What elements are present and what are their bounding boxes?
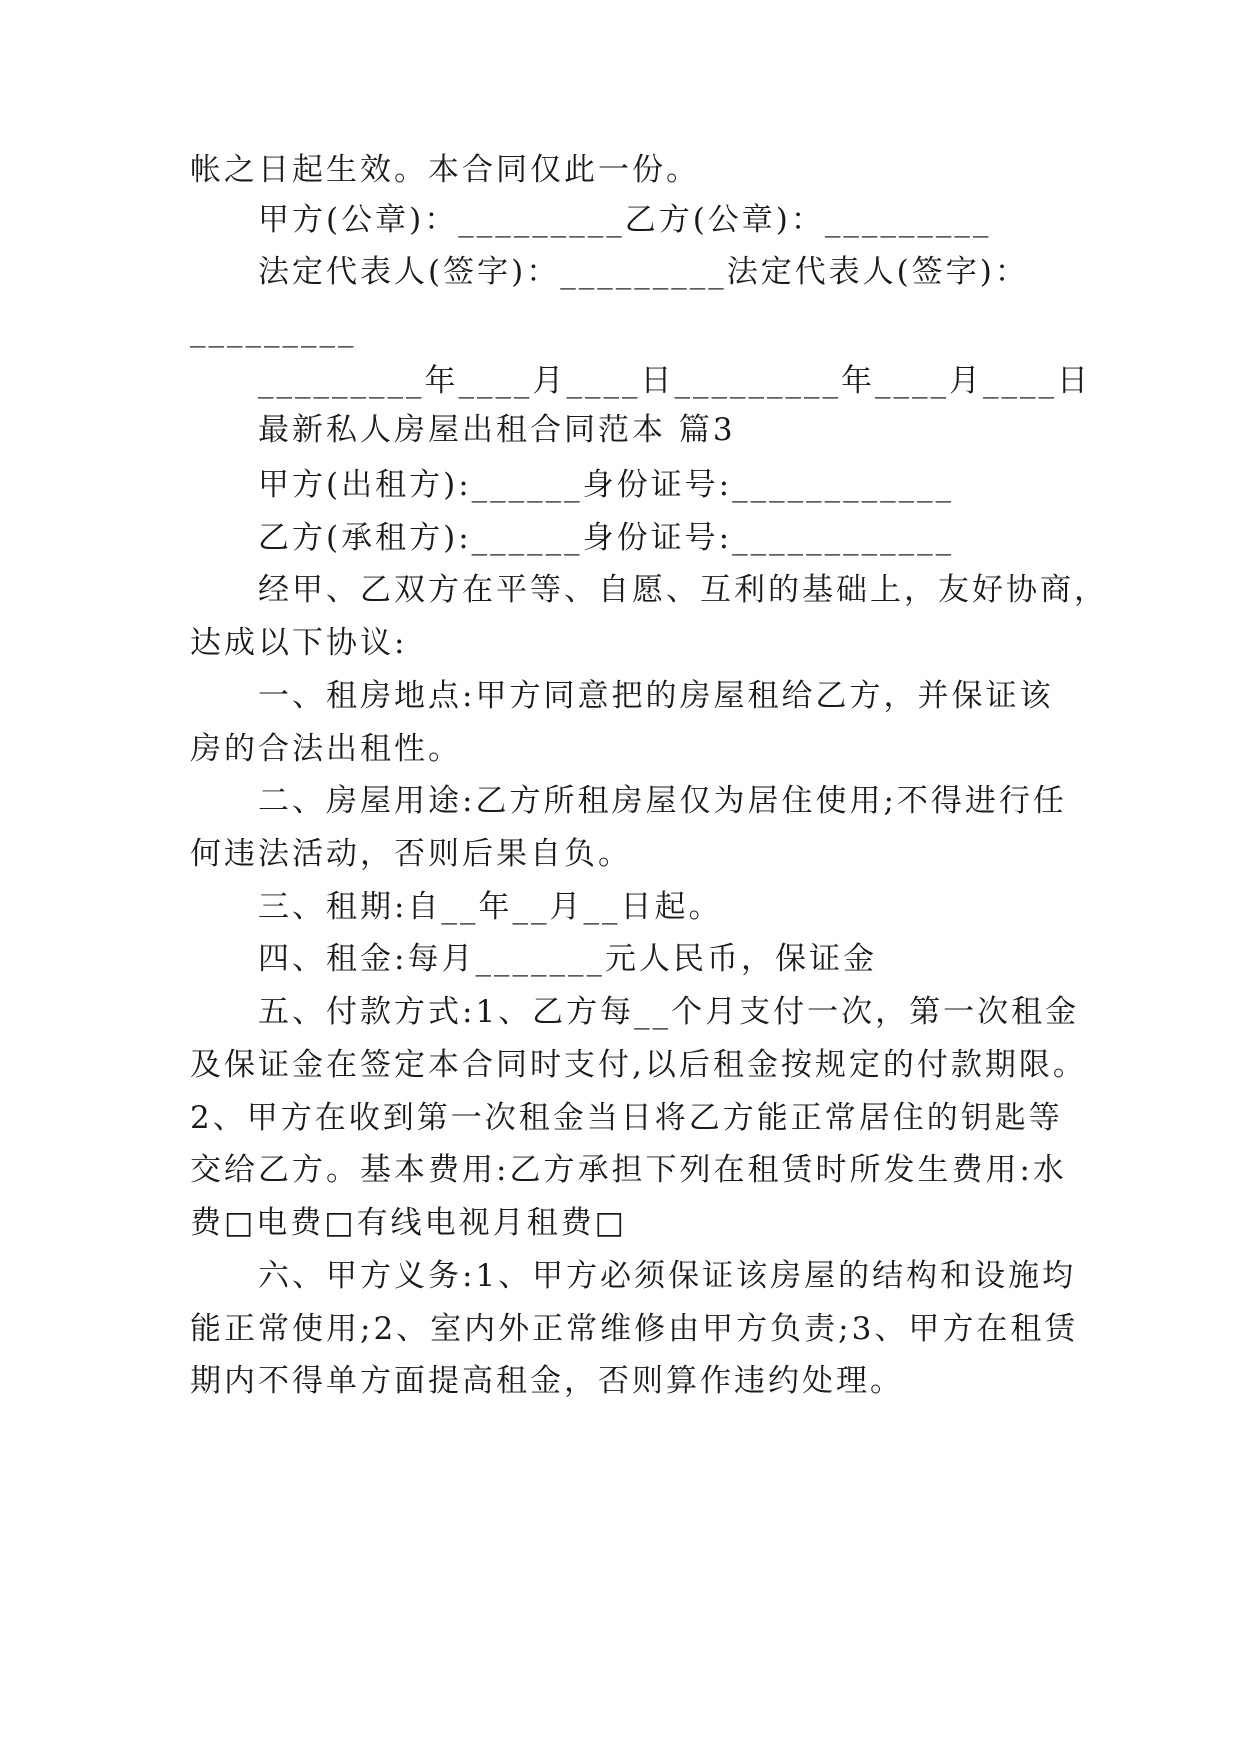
clause-2-line-2: 何违法活动，否则后果自负。 bbox=[190, 836, 632, 872]
clause-5-line-2: 及保证金在签定本合同时支付,以后租金按规定的付款期限。 bbox=[190, 1047, 1087, 1083]
preamble-line-2: 达成以下协议: bbox=[190, 625, 408, 661]
clause-1-line-2: 房的合法出租性。 bbox=[190, 731, 462, 767]
section-title: 最新私人房屋出租合同范本 篇3 bbox=[258, 412, 736, 448]
clause-5-line-1: 五、付款方式:1、乙方每__个月支付一次，第一次租金 bbox=[258, 994, 1080, 1030]
clause-5-line-3: 2、甲方在收到第一次租金当日将乙方能正常居住的钥匙等 bbox=[190, 1100, 1063, 1136]
party-b-line: 乙方(承租方):______身份证号:____________ bbox=[258, 520, 955, 556]
clause-2-line-1: 二、房屋用途:乙方所租房屋仅为居住使用;不得进行任 bbox=[258, 783, 1067, 819]
party-a-line: 甲方(出租方):______身份证号:____________ bbox=[258, 467, 955, 503]
clause-6-line-1: 六、甲方义务:1、甲方必须保证该房屋的结构和设施均 bbox=[258, 1258, 1077, 1294]
signature-blank: _________ bbox=[190, 312, 357, 348]
clause-1-line-1: 一、租房地点:甲方同意把的房屋租给乙方，并保证该 bbox=[258, 678, 1054, 714]
clause-6-line-3: 期内不得单方面提高租金，否则算作违约处理。 bbox=[190, 1363, 904, 1399]
clause-6-line-2: 能正常使用;2、室内外正常维修由甲方负责;3、甲方在租赁 bbox=[190, 1311, 1079, 1347]
text-line-1: 帐之日起生效。本合同仅此一份。 bbox=[190, 152, 700, 188]
clause-5-line-5: 费□电费□有线电视月租费□ bbox=[190, 1205, 627, 1241]
party-seal-line: 甲方(公章)：_________乙方(公章)：_________ bbox=[258, 202, 992, 238]
clause-3-line: 三、租期:自__年__月__日起。 bbox=[258, 889, 723, 925]
clause-4-line: 四、租金:每月_______元人民币，保证金 bbox=[258, 941, 877, 977]
preamble-line-1: 经甲、乙双方在平等、自愿、互利的基础上，友好协商， bbox=[258, 572, 1108, 608]
clause-5-line-4: 交给乙方。基本费用:乙方承担下列在租赁时所发生费用:水 bbox=[190, 1152, 1067, 1188]
representative-signature-line: 法定代表人(签字)：_________法定代表人(签字)： bbox=[258, 254, 1029, 290]
date-line: _________年____月____日_________年____月____日 bbox=[258, 363, 1091, 399]
